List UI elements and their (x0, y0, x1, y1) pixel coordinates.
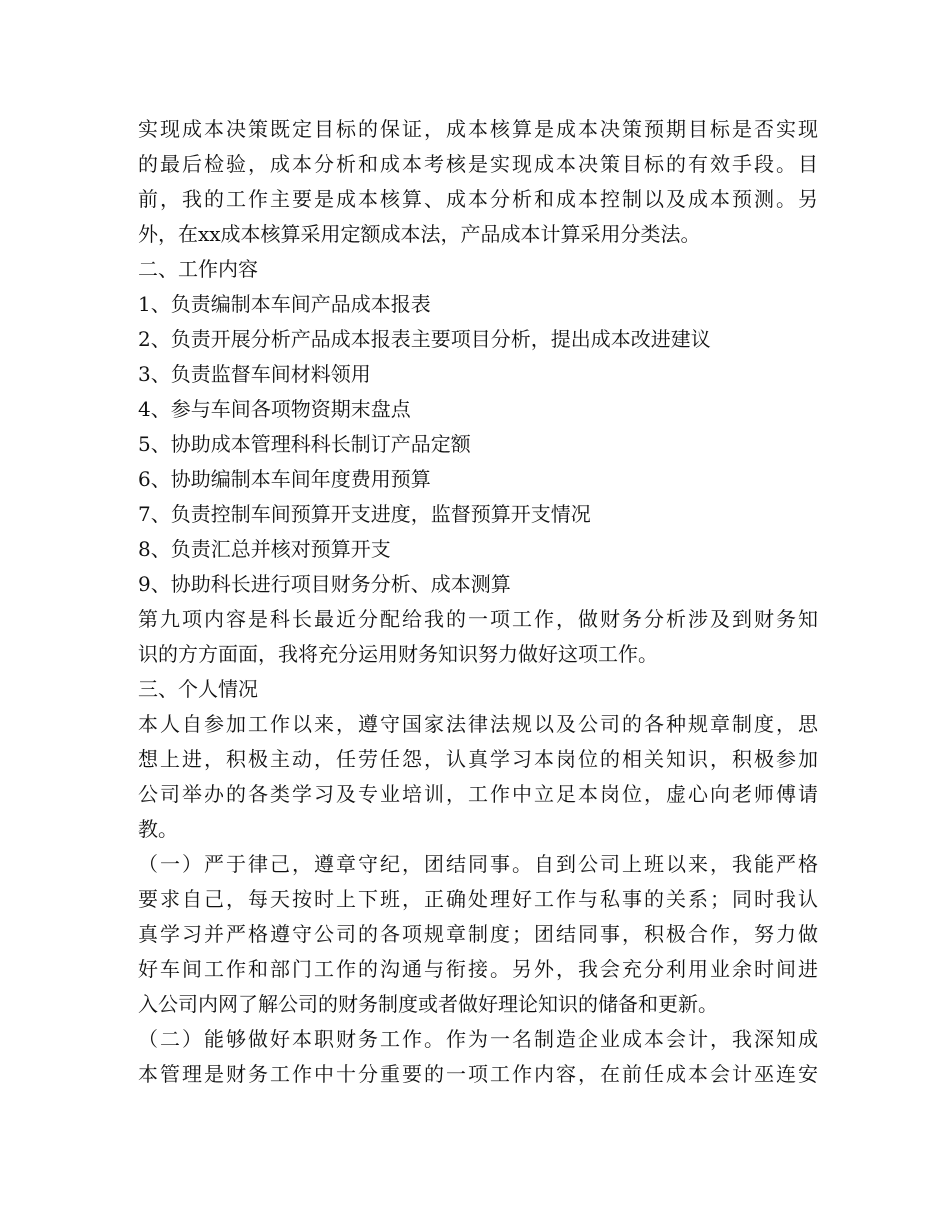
paragraph-line: 真学习并严格遵守公司的各项规章制度；团结同事，积极合作，努力做 (138, 922, 818, 946)
paragraph-line: 想上进，积极主动，任劳任怨，认真学习本岗位的相关知识，积极参加 (138, 747, 818, 771)
paragraph-line: 实现成本决策既定目标的保证，成本核算是成本决策预期目标是否实现 (138, 117, 818, 141)
list-item: 7、负责控制车间预算开支进度，监督预算开支情况 (138, 502, 591, 526)
paragraph-line: （二）能够做好本职财务工作。作为一名制造企业成本会计，我深知成 (138, 1027, 818, 1051)
paragraph-line: 前，我的工作主要是成本核算、成本分析和成本控制以及成本预测。另 (138, 187, 818, 211)
paragraph-line: 公司举办的各类学习及专业培训，工作中立足本岗位，虚心向老师傅请 (138, 782, 818, 806)
section-heading: 二、工作内容 (138, 257, 258, 281)
paragraph-line: 外，在xx成本核算采用定额成本法，产品成本计算采用分类法。 (138, 222, 701, 246)
list-item: 4、参与车间各项物资期末盘点 (138, 397, 411, 421)
paragraph-line: 入公司内网了解公司的财务制度或者做好理论知识的储备和更新。 (138, 992, 718, 1016)
paragraph-line: 要求自己，每天按时上下班，正确处理好工作与私事的关系；同时我认 (138, 887, 818, 911)
paragraph-line: 第九项内容是科长最近分配给我的一项工作，做财务分析涉及到财务知 (138, 607, 818, 631)
section-heading: 三、个人情况 (138, 677, 258, 701)
list-item: 8、负责汇总并核对预算开支 (138, 537, 391, 561)
paragraph-line: 教。 (138, 817, 178, 841)
paragraph-line: 的最后检验，成本分析和成本考核是实现成本决策目标的有效手段。目 (138, 152, 818, 176)
paragraph-line: 本人自参加工作以来，遵守国家法律法规以及公司的各种规章制度，思 (138, 712, 818, 736)
list-item: 9、协助科长进行项目财务分析、成本测算 (138, 572, 511, 596)
list-item: 6、协助编制本车间年度费用预算 (138, 467, 431, 491)
document-body (138, 112, 818, 1092)
list-item: 1、负责编制本车间产品成本报表 (138, 292, 431, 316)
paragraph-line: 识的方方面面，我将充分运用财务知识努力做好这项工作。 (138, 642, 658, 666)
paragraph-line: 好车间工作和部门工作的沟通与衔接。另外，我会充分利用业余时间进 (138, 957, 818, 981)
list-item: 3、负责监督车间材料领用 (138, 362, 371, 386)
paragraph-line: 本管理是财务工作中十分重要的一项工作内容，在前任成本会计巫连安 (138, 1062, 818, 1086)
paragraph-line: （一）严于律己，遵章守纪，团结同事。自到公司上班以来，我能严格 (138, 852, 818, 876)
list-item: 5、协助成本管理科科长制订产品定额 (138, 432, 471, 456)
list-item: 2、负责开展分析产品成本报表主要项目分析，提出成本改进建议 (138, 327, 711, 351)
